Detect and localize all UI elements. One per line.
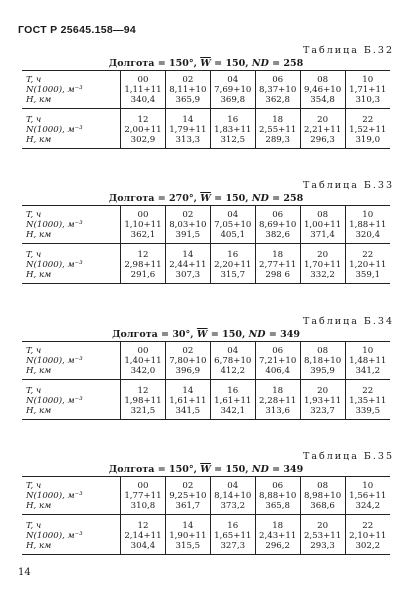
title-w-symbol: $\overline{W}$ bbox=[200, 464, 211, 475]
table-cell bbox=[165, 244, 210, 284]
data-table bbox=[22, 476, 390, 555]
cell-value: 310,8 bbox=[130, 501, 156, 511]
cell-value: 10 bbox=[362, 346, 374, 356]
cell-value: 8,11+10 bbox=[169, 85, 207, 95]
cell-value: 9,25+10 bbox=[169, 491, 207, 501]
cell-value: 324,2 bbox=[355, 501, 381, 511]
title-part: = 150, bbox=[210, 193, 252, 204]
cell-value: 20 bbox=[317, 115, 329, 125]
row-label: N(1000), м⁻³ bbox=[26, 356, 83, 366]
table-cell bbox=[210, 244, 255, 284]
cell-value: 1,11+11 bbox=[124, 85, 162, 95]
table-cell bbox=[345, 109, 390, 149]
cell-value: 342,1 bbox=[220, 406, 246, 416]
cell-value: 2,98+11 bbox=[124, 260, 162, 270]
table-row bbox=[22, 244, 390, 284]
cell-value: 9,46+10 bbox=[303, 85, 342, 95]
table-row bbox=[22, 515, 390, 555]
cell-value: 08 bbox=[317, 346, 329, 356]
table-cell bbox=[165, 206, 210, 244]
cell-value: 22 bbox=[362, 250, 374, 260]
cell-value: 1,77+11 bbox=[124, 491, 162, 501]
table-label: Таблица Б.32 bbox=[303, 45, 394, 56]
table-row bbox=[22, 109, 390, 149]
cell-value: 18 bbox=[272, 521, 284, 531]
cell-value: 14 bbox=[182, 115, 194, 125]
cell-value: 339,5 bbox=[355, 406, 381, 416]
cell-value: 08 bbox=[317, 75, 329, 85]
cell-value: 12 bbox=[137, 250, 149, 260]
cell-value: 02 bbox=[182, 346, 194, 356]
cell-value: 08 bbox=[317, 481, 329, 491]
row-label: T, ч bbox=[26, 346, 42, 356]
cell-value: 6,78+10 bbox=[214, 356, 252, 366]
table-cell bbox=[345, 477, 390, 515]
cell-value: 293,3 bbox=[310, 541, 335, 551]
table-cell bbox=[255, 244, 300, 284]
cell-value: 341,5 bbox=[175, 406, 201, 416]
cell-value: 304,4 bbox=[130, 541, 156, 551]
title-part: = 349 bbox=[265, 329, 300, 340]
row-labels bbox=[22, 109, 121, 149]
table-label: Таблица Б.33 bbox=[303, 180, 394, 191]
table-cell bbox=[165, 342, 210, 380]
table-cell bbox=[121, 244, 166, 284]
title-part: = 349 bbox=[268, 464, 304, 475]
cell-value: 04 bbox=[227, 210, 239, 220]
cell-value: 302,2 bbox=[355, 541, 381, 551]
title-part: Долгота = 150°, bbox=[108, 464, 201, 475]
row-label: T, ч bbox=[26, 210, 42, 220]
cell-value: 315,5 bbox=[175, 541, 201, 551]
table-cell bbox=[255, 380, 300, 420]
cell-value: 1,90+11 bbox=[169, 531, 207, 541]
row-label: N(1000), м⁻³ bbox=[26, 220, 83, 230]
cell-value: 368,6 bbox=[310, 501, 335, 511]
table-cell bbox=[300, 515, 345, 555]
cell-value: 14 bbox=[182, 250, 194, 260]
cell-value: 8,98+10 bbox=[303, 491, 342, 501]
table-cell bbox=[210, 515, 255, 555]
cell-value: 307,3 bbox=[175, 270, 201, 280]
cell-value: 1,65+11 bbox=[214, 531, 252, 541]
cell-value: 1,35+11 bbox=[349, 396, 387, 406]
table-label: Таблица Б.35 bbox=[303, 451, 394, 462]
document-header: ГОСТ Р 25645.158—94 bbox=[18, 24, 137, 36]
cell-value: 310,3 bbox=[355, 95, 381, 105]
cell-value: 2,14+11 bbox=[124, 531, 162, 541]
cell-value: 8,69+10 bbox=[259, 220, 297, 230]
cell-value: 12 bbox=[137, 115, 149, 125]
cell-value: 332,2 bbox=[310, 270, 335, 280]
table-cell bbox=[345, 342, 390, 380]
table-b35 bbox=[22, 450, 394, 555]
row-label: T, ч bbox=[26, 115, 42, 125]
table-cell bbox=[300, 244, 345, 284]
cell-value: 327,3 bbox=[220, 541, 246, 551]
cell-value: 22 bbox=[362, 386, 374, 396]
table-cell bbox=[345, 206, 390, 244]
row-label: H, км bbox=[26, 270, 52, 280]
title-nd-symbol: ND bbox=[248, 329, 266, 340]
table-cell bbox=[255, 477, 300, 515]
cell-value: 7,69+10 bbox=[214, 85, 252, 95]
table-cell bbox=[121, 477, 166, 515]
cell-value: 08 bbox=[317, 210, 329, 220]
table-cell bbox=[165, 109, 210, 149]
table-cell bbox=[121, 109, 166, 149]
table-cell bbox=[300, 71, 345, 109]
cell-value: 342,0 bbox=[130, 366, 156, 376]
cell-value: 22 bbox=[362, 115, 374, 125]
cell-value: 1,70+11 bbox=[303, 260, 342, 270]
cell-value: 12 bbox=[137, 521, 149, 531]
cell-value: 1,00+11 bbox=[303, 220, 342, 230]
cell-value: 2,21+11 bbox=[303, 125, 342, 135]
table-cell bbox=[345, 380, 390, 420]
cell-value: 289,3 bbox=[265, 135, 290, 145]
cell-value: 06 bbox=[272, 210, 284, 220]
cell-value: 10 bbox=[362, 481, 374, 491]
row-labels bbox=[22, 244, 121, 284]
table-cell bbox=[300, 109, 345, 149]
cell-value: 412,2 bbox=[220, 366, 246, 376]
cell-value: 354,8 bbox=[310, 95, 335, 105]
cell-value: 296,2 bbox=[265, 541, 290, 551]
table-cell bbox=[300, 477, 345, 515]
row-label: T, ч bbox=[26, 481, 42, 491]
cell-value: 320,4 bbox=[355, 230, 381, 240]
cell-value: 2,00+11 bbox=[124, 125, 162, 135]
cell-value: 06 bbox=[272, 346, 284, 356]
title-part: Долгота = 30°, bbox=[112, 329, 197, 340]
cell-value: 1,79+11 bbox=[169, 125, 207, 135]
row-label: H, км bbox=[26, 366, 52, 376]
cell-value: 1,10+11 bbox=[124, 220, 162, 230]
table-cell bbox=[210, 71, 255, 109]
cell-value: 382,6 bbox=[265, 230, 290, 240]
table-cell bbox=[121, 515, 166, 555]
cell-value: 2,44+11 bbox=[169, 260, 207, 270]
cell-value: 1,48+11 bbox=[349, 356, 387, 366]
cell-value: 365,9 bbox=[175, 95, 201, 105]
title-part: Долгота = 270°, bbox=[108, 193, 201, 204]
table-cell bbox=[121, 380, 166, 420]
cell-value: 1,61+11 bbox=[169, 396, 207, 406]
table-cell bbox=[210, 380, 255, 420]
cell-value: 1,52+11 bbox=[349, 125, 387, 135]
table-b32 bbox=[22, 44, 394, 149]
row-label: H, км bbox=[26, 501, 52, 511]
cell-value: 396,9 bbox=[175, 366, 201, 376]
cell-value: 2,43+11 bbox=[259, 531, 297, 541]
row-label: T, ч bbox=[26, 386, 42, 396]
cell-value: 18 bbox=[272, 250, 284, 260]
cell-value: 06 bbox=[272, 75, 284, 85]
cell-value: 20 bbox=[317, 250, 329, 260]
cell-value: 341,2 bbox=[355, 366, 381, 376]
cell-value: 2,55+11 bbox=[259, 125, 297, 135]
cell-value: 395,9 bbox=[310, 366, 335, 376]
table-row bbox=[22, 71, 390, 109]
cell-value: 00 bbox=[137, 75, 149, 85]
title-nd-symbol: ND bbox=[251, 58, 269, 69]
table-cell bbox=[300, 342, 345, 380]
cell-value: 405,1 bbox=[220, 230, 246, 240]
table-b33 bbox=[22, 179, 394, 284]
title-w-symbol: $\overline{W}$ bbox=[200, 193, 211, 204]
cell-value: 1,61+11 bbox=[214, 396, 252, 406]
table-cell bbox=[300, 206, 345, 244]
table-title bbox=[22, 328, 390, 341]
cell-value: 319,0 bbox=[355, 135, 381, 145]
cell-value: 8,03+10 bbox=[169, 220, 207, 230]
title-w-symbol: $\overline{W}$ bbox=[200, 58, 211, 69]
row-label: N(1000), м⁻³ bbox=[26, 531, 83, 541]
table-row bbox=[22, 477, 390, 515]
table-row bbox=[22, 380, 390, 420]
row-label: T, ч bbox=[26, 250, 42, 260]
cell-value: 361,7 bbox=[175, 501, 201, 511]
table-cell bbox=[345, 515, 390, 555]
cell-value: 12 bbox=[137, 386, 149, 396]
table-cell bbox=[255, 109, 300, 149]
cell-value: 1,88+11 bbox=[349, 220, 387, 230]
cell-value: 340,4 bbox=[130, 95, 156, 105]
row-label: H, км bbox=[26, 135, 52, 145]
row-label: N(1000), м⁻³ bbox=[26, 85, 83, 95]
table-cell bbox=[345, 244, 390, 284]
title-nd-symbol: ND bbox=[251, 464, 269, 475]
cell-value: 7,21+10 bbox=[259, 356, 297, 366]
row-label: N(1000), м⁻³ bbox=[26, 491, 83, 501]
cell-value: 1,56+11 bbox=[349, 491, 387, 501]
data-table bbox=[22, 70, 390, 149]
cell-value: 373,2 bbox=[220, 501, 246, 511]
title-part: = 150, bbox=[210, 58, 252, 69]
cell-value: 20 bbox=[317, 521, 329, 531]
cell-value: 2,28+11 bbox=[259, 396, 297, 406]
table-cell bbox=[255, 206, 300, 244]
cell-value: 8,18+10 bbox=[303, 356, 342, 366]
cell-value: 1,71+11 bbox=[349, 85, 387, 95]
cell-value: 02 bbox=[182, 75, 194, 85]
cell-value: 1,20+11 bbox=[349, 260, 387, 270]
table-b34 bbox=[22, 315, 394, 420]
cell-value: 10 bbox=[362, 75, 374, 85]
cell-value: 312,5 bbox=[220, 135, 246, 145]
data-table bbox=[22, 205, 390, 284]
cell-value: 291,6 bbox=[130, 270, 156, 280]
table-cell bbox=[121, 342, 166, 380]
cell-value: 315,7 bbox=[220, 270, 246, 280]
row-label: H, км bbox=[26, 541, 52, 551]
cell-value: 369,8 bbox=[220, 95, 246, 105]
cell-value: 18 bbox=[272, 386, 284, 396]
cell-value: 2,53+11 bbox=[303, 531, 342, 541]
cell-value: 391,5 bbox=[175, 230, 201, 240]
cell-value: 02 bbox=[182, 210, 194, 220]
table-cell bbox=[300, 380, 345, 420]
table-title bbox=[22, 57, 390, 70]
table-label: Таблица Б.34 bbox=[303, 316, 394, 327]
cell-value: 323,7 bbox=[310, 406, 335, 416]
row-label: H, км bbox=[26, 406, 52, 416]
row-labels bbox=[22, 477, 121, 515]
table-row bbox=[22, 206, 390, 244]
cell-value: 362,1 bbox=[130, 230, 156, 240]
table-cell bbox=[255, 515, 300, 555]
cell-value: 298 6 bbox=[265, 270, 290, 280]
title-part: = 258 bbox=[268, 193, 304, 204]
cell-value: 7,80+10 bbox=[169, 356, 207, 366]
cell-value: 1,98+11 bbox=[124, 396, 162, 406]
title-w-symbol: $\overline{W}$ bbox=[196, 329, 208, 340]
table-title bbox=[22, 463, 390, 476]
cell-value: 04 bbox=[227, 481, 239, 491]
cell-value: 406,4 bbox=[265, 366, 290, 376]
row-label: N(1000), м⁻³ bbox=[26, 260, 83, 270]
table-cell bbox=[255, 342, 300, 380]
cell-value: 1,40+11 bbox=[124, 356, 162, 366]
cell-value: 359,1 bbox=[355, 270, 381, 280]
row-label: N(1000), м⁻³ bbox=[26, 396, 83, 406]
cell-value: 00 bbox=[137, 346, 149, 356]
cell-value: 1,83+11 bbox=[214, 125, 252, 135]
table-cell bbox=[210, 109, 255, 149]
cell-value: 8,88+10 bbox=[259, 491, 297, 501]
page-number: 14 bbox=[18, 567, 31, 578]
row-labels bbox=[22, 515, 121, 555]
row-labels bbox=[22, 206, 121, 244]
cell-value: 1,93+11 bbox=[303, 396, 342, 406]
cell-value: 02 bbox=[182, 481, 194, 491]
table-cell bbox=[165, 477, 210, 515]
table-row bbox=[22, 342, 390, 380]
cell-value: 7,05+10 bbox=[214, 220, 252, 230]
cell-value: 8,37+10 bbox=[259, 85, 297, 95]
table-cell bbox=[210, 342, 255, 380]
cell-value: 296,3 bbox=[310, 135, 335, 145]
cell-value: 14 bbox=[182, 521, 194, 531]
cell-value: 313,3 bbox=[175, 135, 201, 145]
cell-value: 20 bbox=[317, 386, 329, 396]
cell-value: 14 bbox=[182, 386, 194, 396]
cell-value: 16 bbox=[227, 386, 239, 396]
title-part: = 150, bbox=[210, 464, 252, 475]
table-cell bbox=[121, 71, 166, 109]
cell-value: 2,20+11 bbox=[214, 260, 252, 270]
cell-value: 2,77+11 bbox=[259, 260, 297, 270]
cell-value: 371,4 bbox=[310, 230, 335, 240]
row-label: N(1000), м⁻³ bbox=[26, 125, 83, 135]
data-table bbox=[22, 341, 390, 420]
cell-value: 06 bbox=[272, 481, 284, 491]
cell-value: 2,10+11 bbox=[349, 531, 387, 541]
cell-value: 18 bbox=[272, 115, 284, 125]
cell-value: 16 bbox=[227, 521, 239, 531]
cell-value: 00 bbox=[137, 210, 149, 220]
table-cell bbox=[345, 71, 390, 109]
cell-value: 362,8 bbox=[265, 95, 290, 105]
cell-value: 321,5 bbox=[130, 406, 156, 416]
row-labels bbox=[22, 71, 121, 109]
title-nd-symbol: ND bbox=[251, 193, 269, 204]
cell-value: 22 bbox=[362, 521, 374, 531]
table-cell bbox=[165, 380, 210, 420]
cell-value: 365,8 bbox=[265, 501, 290, 511]
row-label: H, км bbox=[26, 230, 52, 240]
title-part: = 258 bbox=[268, 58, 304, 69]
table-cell bbox=[255, 71, 300, 109]
cell-value: 16 bbox=[227, 115, 239, 125]
table-cell bbox=[165, 515, 210, 555]
cell-value: 04 bbox=[227, 75, 239, 85]
cell-value: 16 bbox=[227, 250, 239, 260]
table-cell bbox=[210, 477, 255, 515]
cell-value: 8,14+10 bbox=[214, 491, 252, 501]
row-label: T, ч bbox=[26, 75, 42, 85]
cell-value: 302,9 bbox=[130, 135, 156, 145]
row-labels bbox=[22, 380, 121, 420]
cell-value: 10 bbox=[362, 210, 374, 220]
table-cell bbox=[165, 71, 210, 109]
table-title bbox=[22, 192, 390, 205]
table-cell bbox=[121, 206, 166, 244]
row-labels bbox=[22, 342, 121, 380]
cell-value: 313,6 bbox=[265, 406, 290, 416]
title-part: Долгота = 150°, bbox=[108, 58, 201, 69]
cell-value: 00 bbox=[137, 481, 149, 491]
title-part: = 150, bbox=[207, 329, 249, 340]
row-label: H, км bbox=[26, 95, 52, 105]
row-label: T, ч bbox=[26, 521, 42, 531]
cell-value: 04 bbox=[227, 346, 239, 356]
table-cell bbox=[210, 206, 255, 244]
